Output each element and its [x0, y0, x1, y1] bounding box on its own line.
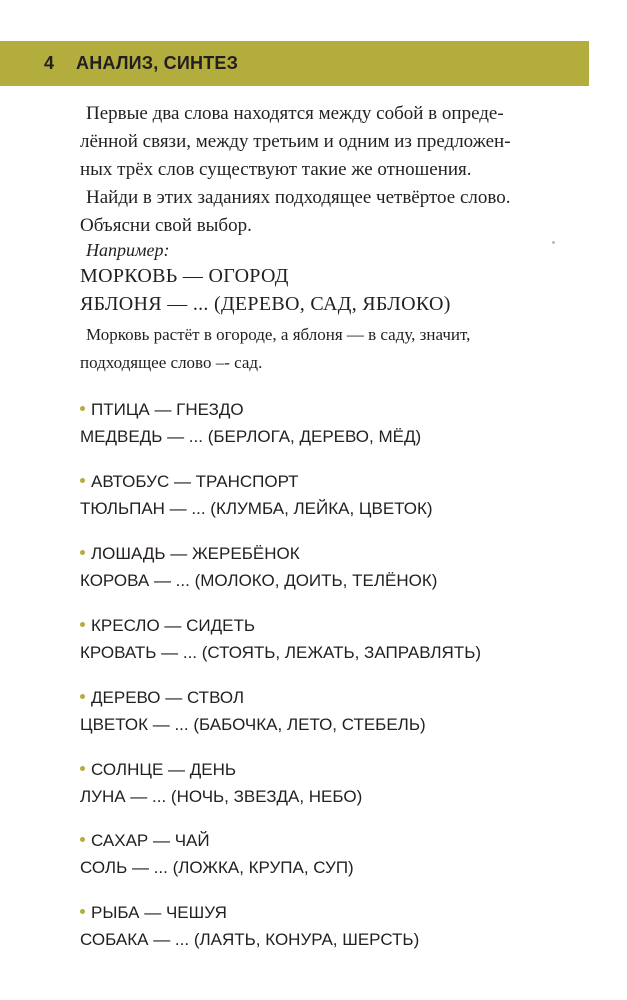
- bullet-icon: [80, 478, 85, 483]
- task-item: [80, 396, 421, 450]
- task-item: [80, 899, 419, 953]
- explain-line: подходящее слово –- сад.: [80, 353, 263, 372]
- task-pair-line: [80, 396, 421, 423]
- bullet-icon: [80, 550, 85, 555]
- task-pair: САХАР — ЧАЙ: [91, 831, 210, 850]
- intro-line: ных трёх слов существуют такие же отношения.: [80, 159, 472, 180]
- intro-line: Найди в этих заданиях подходящее четвёртое слово.: [86, 187, 511, 208]
- task-pair-line: [80, 756, 362, 783]
- intro-line: лённой связи, между третьим и одним из предложен-: [80, 131, 511, 152]
- task-pair: АВТОБУС — ТРАНСПОРТ: [91, 472, 299, 491]
- task-item: [80, 827, 354, 881]
- example-explanation: [80, 321, 592, 377]
- explain-line: Морковь растёт в огороде, а яблоня — в саду, значит,: [86, 325, 471, 344]
- task-pair-line: [80, 684, 426, 711]
- task-question: КРОВАТЬ — ... (СТОЯТЬ, ЛЕЖАТЬ, ЗАПРАВЛЯТЬ): [80, 643, 482, 662]
- task-pair-line: [80, 899, 419, 926]
- task-item: [80, 684, 426, 738]
- bullet-icon: [80, 766, 85, 771]
- task-item: [80, 612, 481, 666]
- intro-line: Первые два слова находятся между собой в опреде-: [86, 103, 504, 124]
- task-question: МЕДВЕДЬ — ... (БЕРЛОГА, ДЕРЕВО, МЁД): [80, 427, 422, 446]
- task-question: КОРОВА — ... (МОЛОКО, ДОИТЬ, ТЕЛЁНОК): [80, 571, 438, 590]
- task-question: ТЮЛЬПАН — ... (КЛУМБА, ЛЕЙКА, ЦВЕТОК): [80, 499, 433, 518]
- task-pair: ПТИЦА — ГНЕЗДО: [91, 400, 244, 419]
- task-question: СОЛЬ — ... (ЛОЖКА, КРУПА, СУП): [80, 858, 354, 877]
- task-pair-line: [80, 468, 433, 495]
- task-pair: СОЛНЦЕ — ДЕНЬ: [91, 760, 237, 779]
- bullet-icon: [80, 909, 85, 914]
- example-question: ЯБЛОНЯ — ... (ДЕРЕВО, САД, ЯБЛОКО): [80, 293, 451, 315]
- task-pair: РЫБА — ЧЕШУЯ: [91, 903, 227, 922]
- section-header: [0, 41, 589, 86]
- example-label: Например:: [86, 240, 170, 260]
- bullet-icon: [80, 837, 85, 842]
- example-pair: МОРКОВЬ — ОГОРОД: [80, 265, 289, 287]
- task-item: [80, 540, 437, 594]
- task-question: СОБАКА — ... (ЛАЯТЬ, КОНУРА, ШЕРСТЬ): [80, 930, 420, 949]
- bullet-icon: [80, 622, 85, 627]
- task-item: [80, 756, 362, 810]
- task-pair: КРЕСЛО — СИДЕТЬ: [91, 616, 256, 635]
- bullet-icon: [80, 694, 85, 699]
- task-pair-line: [80, 540, 437, 567]
- dot-mark: [552, 241, 555, 244]
- task-pair-line: [80, 612, 481, 639]
- intro-paragraph: [80, 100, 590, 240]
- bullet-icon: [80, 406, 85, 411]
- intro-line: Объясни свой выбор.: [80, 215, 252, 236]
- task-pair: ЛОШАДЬ — ЖЕРЕБЁНОК: [91, 544, 300, 563]
- section-number: 4: [44, 53, 55, 73]
- task-question: ЦВЕТОК — ... (БАБОЧКА, ЛЕТО, СТЕБЕЛЬ): [80, 715, 426, 734]
- task-pair: ДЕРЕВО — СТВОЛ: [91, 688, 245, 707]
- task-item: [80, 468, 433, 522]
- task-pair-line: [80, 827, 354, 854]
- section-title: АНАЛИЗ, СИНТЕЗ: [76, 53, 239, 73]
- task-question: ЛУНА — ... (НОЧЬ, ЗВЕЗДА, НЕБО): [80, 787, 363, 806]
